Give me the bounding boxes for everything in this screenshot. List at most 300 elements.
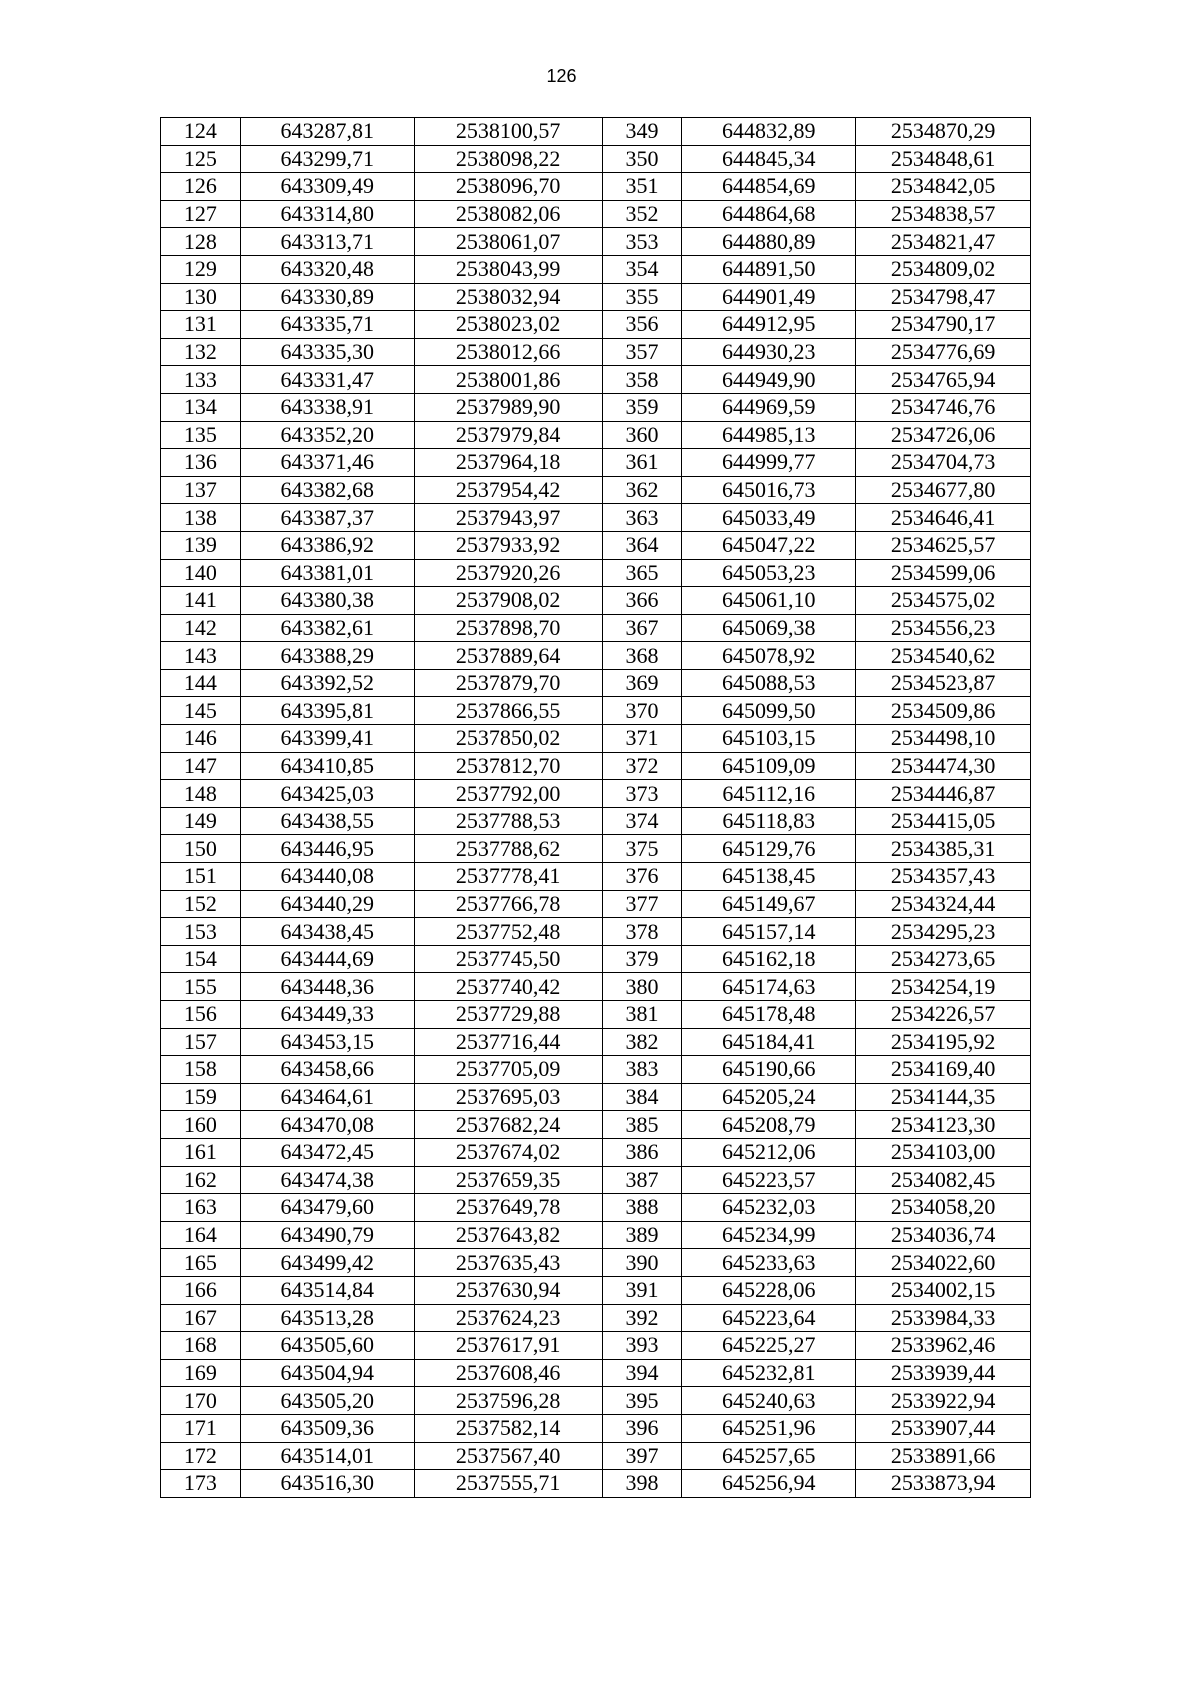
point-number-right-cell: 375 [602, 835, 682, 863]
point-number-left-cell: 172 [161, 1442, 241, 1470]
y-coordinate-left-cell: 2537582,14 [414, 1414, 602, 1442]
table-row [161, 1359, 1031, 1387]
y-coordinate-left-cell: 2537964,18 [414, 449, 602, 477]
table-row [161, 1332, 1031, 1360]
y-coordinate-left-cell: 2537555,71 [414, 1470, 602, 1498]
x-coordinate-right-cell: 644999,77 [682, 449, 856, 477]
y-coordinate-right-cell: 2534474,30 [856, 752, 1031, 780]
point-number-left-cell: 170 [161, 1387, 241, 1415]
y-coordinate-left-cell: 2537943,97 [414, 504, 602, 532]
y-coordinate-left-cell: 2537729,88 [414, 1001, 602, 1029]
point-number-left-cell: 132 [161, 338, 241, 366]
x-coordinate-left-cell: 643509,36 [240, 1414, 414, 1442]
x-coordinate-left-cell: 643449,33 [240, 1001, 414, 1029]
point-number-right-cell: 394 [602, 1359, 682, 1387]
x-coordinate-right-cell: 645149,67 [682, 890, 856, 918]
x-coordinate-left-cell: 643314,80 [240, 200, 414, 228]
y-coordinate-left-cell: 2537788,53 [414, 807, 602, 835]
y-coordinate-left-cell: 2538012,66 [414, 338, 602, 366]
x-coordinate-left-cell: 643474,38 [240, 1166, 414, 1194]
x-coordinate-right-cell: 645162,18 [682, 945, 856, 973]
y-coordinate-left-cell: 2537649,78 [414, 1194, 602, 1222]
x-coordinate-right-cell: 645223,64 [682, 1304, 856, 1332]
table-row [161, 973, 1031, 1001]
x-coordinate-left-cell: 643440,08 [240, 863, 414, 891]
y-coordinate-left-cell: 2538061,07 [414, 228, 602, 256]
y-coordinate-right-cell: 2534821,47 [856, 228, 1031, 256]
page-number: 126 [546, 66, 577, 86]
x-coordinate-left-cell: 643388,29 [240, 642, 414, 670]
table-row [161, 780, 1031, 808]
x-coordinate-right-cell: 645257,65 [682, 1442, 856, 1470]
y-coordinate-right-cell: 2534540,62 [856, 642, 1031, 670]
point-number-left-cell: 164 [161, 1221, 241, 1249]
x-coordinate-right-cell: 644864,68 [682, 200, 856, 228]
point-number-left-cell: 159 [161, 1083, 241, 1111]
x-coordinate-right-cell: 645078,92 [682, 642, 856, 670]
table-row [161, 504, 1031, 532]
table-row [161, 1276, 1031, 1304]
x-coordinate-left-cell: 643446,95 [240, 835, 414, 863]
y-coordinate-left-cell: 2537567,40 [414, 1442, 602, 1470]
x-coordinate-left-cell: 643287,81 [240, 118, 414, 146]
x-coordinate-right-cell: 645208,79 [682, 1111, 856, 1139]
y-coordinate-left-cell: 2537643,82 [414, 1221, 602, 1249]
table-row [161, 1221, 1031, 1249]
y-coordinate-left-cell: 2537989,90 [414, 393, 602, 421]
point-number-left-cell: 154 [161, 945, 241, 973]
point-number-right-cell: 372 [602, 752, 682, 780]
x-coordinate-right-cell: 645205,24 [682, 1083, 856, 1111]
y-coordinate-left-cell: 2537898,70 [414, 614, 602, 642]
point-number-right-cell: 363 [602, 504, 682, 532]
table-row [161, 1083, 1031, 1111]
point-number-left-cell: 149 [161, 807, 241, 835]
point-number-right-cell: 373 [602, 780, 682, 808]
point-number-left-cell: 165 [161, 1249, 241, 1277]
y-coordinate-left-cell: 2537788,62 [414, 835, 602, 863]
point-number-left-cell: 144 [161, 669, 241, 697]
x-coordinate-left-cell: 643330,89 [240, 283, 414, 311]
y-coordinate-left-cell: 2537889,64 [414, 642, 602, 670]
x-coordinate-left-cell: 643453,15 [240, 1028, 414, 1056]
point-number-right-cell: 355 [602, 283, 682, 311]
y-coordinate-right-cell: 2534103,00 [856, 1138, 1031, 1166]
y-coordinate-left-cell: 2537792,00 [414, 780, 602, 808]
table-row [161, 1138, 1031, 1166]
x-coordinate-left-cell: 643410,85 [240, 752, 414, 780]
y-coordinate-right-cell: 2533922,94 [856, 1387, 1031, 1415]
table-row [161, 1001, 1031, 1029]
point-number-left-cell: 171 [161, 1414, 241, 1442]
y-coordinate-right-cell: 2534870,29 [856, 118, 1031, 146]
y-coordinate-left-cell: 2537933,92 [414, 531, 602, 559]
x-coordinate-left-cell: 643299,71 [240, 145, 414, 173]
x-coordinate-left-cell: 643392,52 [240, 669, 414, 697]
y-coordinate-right-cell: 2533907,44 [856, 1414, 1031, 1442]
x-coordinate-right-cell: 645240,63 [682, 1387, 856, 1415]
point-number-right-cell: 368 [602, 642, 682, 670]
point-number-right-cell: 369 [602, 669, 682, 697]
y-coordinate-right-cell: 2534575,02 [856, 587, 1031, 615]
y-coordinate-right-cell: 2534226,57 [856, 1001, 1031, 1029]
x-coordinate-left-cell: 643514,01 [240, 1442, 414, 1470]
point-number-left-cell: 152 [161, 890, 241, 918]
y-coordinate-right-cell: 2534523,87 [856, 669, 1031, 697]
point-number-right-cell: 385 [602, 1111, 682, 1139]
x-coordinate-left-cell: 643444,69 [240, 945, 414, 973]
x-coordinate-left-cell: 643386,92 [240, 531, 414, 559]
point-number-right-cell: 378 [602, 918, 682, 946]
y-coordinate-right-cell: 2534790,17 [856, 311, 1031, 339]
table-row [161, 918, 1031, 946]
point-number-left-cell: 168 [161, 1332, 241, 1360]
y-coordinate-left-cell: 2537659,35 [414, 1166, 602, 1194]
point-number-right-cell: 353 [602, 228, 682, 256]
point-number-left-cell: 145 [161, 697, 241, 725]
point-number-right-cell: 357 [602, 338, 682, 366]
y-coordinate-left-cell: 2537740,42 [414, 973, 602, 1001]
table-row [161, 1166, 1031, 1194]
point-number-right-cell: 397 [602, 1442, 682, 1470]
x-coordinate-right-cell: 645016,73 [682, 476, 856, 504]
y-coordinate-left-cell: 2537716,44 [414, 1028, 602, 1056]
x-coordinate-left-cell: 643513,28 [240, 1304, 414, 1332]
point-number-right-cell: 362 [602, 476, 682, 504]
point-number-right-cell: 382 [602, 1028, 682, 1056]
table-row [161, 669, 1031, 697]
x-coordinate-right-cell: 645232,03 [682, 1194, 856, 1222]
x-coordinate-right-cell: 645099,50 [682, 697, 856, 725]
table-row [161, 1304, 1031, 1332]
point-number-left-cell: 142 [161, 614, 241, 642]
y-coordinate-right-cell: 2534838,57 [856, 200, 1031, 228]
x-coordinate-left-cell: 643371,46 [240, 449, 414, 477]
table-row [161, 587, 1031, 615]
y-coordinate-right-cell: 2534058,20 [856, 1194, 1031, 1222]
y-coordinate-left-cell: 2537766,78 [414, 890, 602, 918]
point-number-left-cell: 133 [161, 366, 241, 394]
y-coordinate-right-cell: 2534082,45 [856, 1166, 1031, 1194]
x-coordinate-right-cell: 645061,10 [682, 587, 856, 615]
point-number-left-cell: 139 [161, 531, 241, 559]
x-coordinate-left-cell: 643381,01 [240, 559, 414, 587]
point-number-left-cell: 131 [161, 311, 241, 339]
y-coordinate-left-cell: 2537879,70 [414, 669, 602, 697]
y-coordinate-right-cell: 2534765,94 [856, 366, 1031, 394]
y-coordinate-right-cell: 2534848,61 [856, 145, 1031, 173]
point-number-left-cell: 138 [161, 504, 241, 532]
y-coordinate-right-cell: 2534415,05 [856, 807, 1031, 835]
x-coordinate-left-cell: 643438,45 [240, 918, 414, 946]
x-coordinate-right-cell: 644891,50 [682, 255, 856, 283]
point-number-left-cell: 135 [161, 421, 241, 449]
point-number-right-cell: 383 [602, 1056, 682, 1084]
x-coordinate-right-cell: 645184,41 [682, 1028, 856, 1056]
point-number-left-cell: 158 [161, 1056, 241, 1084]
x-coordinate-right-cell: 645212,06 [682, 1138, 856, 1166]
x-coordinate-left-cell: 643387,37 [240, 504, 414, 532]
point-number-left-cell: 128 [161, 228, 241, 256]
x-coordinate-right-cell: 645228,06 [682, 1276, 856, 1304]
y-coordinate-left-cell: 2537624,23 [414, 1304, 602, 1332]
point-number-left-cell: 160 [161, 1111, 241, 1139]
x-coordinate-right-cell: 644845,34 [682, 145, 856, 173]
x-coordinate-right-cell: 645233,63 [682, 1249, 856, 1277]
table-row [161, 1194, 1031, 1222]
x-coordinate-left-cell: 643320,48 [240, 255, 414, 283]
x-coordinate-right-cell: 645047,22 [682, 531, 856, 559]
x-coordinate-left-cell: 643335,30 [240, 338, 414, 366]
x-coordinate-left-cell: 643399,41 [240, 725, 414, 753]
point-number-right-cell: 386 [602, 1138, 682, 1166]
point-number-left-cell: 167 [161, 1304, 241, 1332]
point-number-right-cell: 381 [602, 1001, 682, 1029]
x-coordinate-right-cell: 645103,15 [682, 725, 856, 753]
point-number-right-cell: 370 [602, 697, 682, 725]
y-coordinate-left-cell: 2538098,22 [414, 145, 602, 173]
x-coordinate-left-cell: 643472,45 [240, 1138, 414, 1166]
x-coordinate-left-cell: 643464,61 [240, 1083, 414, 1111]
table-row [161, 145, 1031, 173]
x-coordinate-left-cell: 643395,81 [240, 697, 414, 725]
x-coordinate-right-cell: 645088,53 [682, 669, 856, 697]
x-coordinate-right-cell: 645256,94 [682, 1470, 856, 1498]
x-coordinate-right-cell: 645174,63 [682, 973, 856, 1001]
table-row [161, 863, 1031, 891]
coordinates-table-body [161, 118, 1031, 1498]
y-coordinate-left-cell: 2537682,24 [414, 1111, 602, 1139]
x-coordinate-right-cell: 645138,45 [682, 863, 856, 891]
x-coordinate-left-cell: 643309,49 [240, 173, 414, 201]
coordinates-table [160, 117, 1031, 1498]
y-coordinate-right-cell: 2534798,47 [856, 283, 1031, 311]
point-number-left-cell: 153 [161, 918, 241, 946]
x-coordinate-left-cell: 643438,55 [240, 807, 414, 835]
point-number-left-cell: 148 [161, 780, 241, 808]
y-coordinate-right-cell: 2534509,86 [856, 697, 1031, 725]
point-number-right-cell: 391 [602, 1276, 682, 1304]
point-number-left-cell: 146 [161, 725, 241, 753]
table-row [161, 311, 1031, 339]
x-coordinate-right-cell: 645251,96 [682, 1414, 856, 1442]
y-coordinate-left-cell: 2537850,02 [414, 725, 602, 753]
y-coordinate-left-cell: 2538082,06 [414, 200, 602, 228]
point-number-left-cell: 143 [161, 642, 241, 670]
x-coordinate-right-cell: 645178,48 [682, 1001, 856, 1029]
y-coordinate-right-cell: 2534677,80 [856, 476, 1031, 504]
y-coordinate-right-cell: 2534385,31 [856, 835, 1031, 863]
point-number-right-cell: 367 [602, 614, 682, 642]
y-coordinate-right-cell: 2534498,10 [856, 725, 1031, 753]
x-coordinate-right-cell: 645234,99 [682, 1221, 856, 1249]
y-coordinate-left-cell: 2537630,94 [414, 1276, 602, 1304]
table-row [161, 173, 1031, 201]
point-number-right-cell: 350 [602, 145, 682, 173]
point-number-right-cell: 396 [602, 1414, 682, 1442]
table-row [161, 725, 1031, 753]
x-coordinate-left-cell: 643380,38 [240, 587, 414, 615]
y-coordinate-right-cell: 2534746,76 [856, 393, 1031, 421]
point-number-left-cell: 151 [161, 863, 241, 891]
x-coordinate-right-cell: 644985,13 [682, 421, 856, 449]
y-coordinate-right-cell: 2534169,40 [856, 1056, 1031, 1084]
x-coordinate-left-cell: 643382,68 [240, 476, 414, 504]
x-coordinate-left-cell: 643490,79 [240, 1221, 414, 1249]
point-number-left-cell: 150 [161, 835, 241, 863]
table-row [161, 1414, 1031, 1442]
x-coordinate-right-cell: 645112,16 [682, 780, 856, 808]
x-coordinate-right-cell: 644930,23 [682, 338, 856, 366]
point-number-left-cell: 147 [161, 752, 241, 780]
y-coordinate-left-cell: 2538001,86 [414, 366, 602, 394]
table-row [161, 393, 1031, 421]
point-number-right-cell: 387 [602, 1166, 682, 1194]
point-number-right-cell: 364 [602, 531, 682, 559]
x-coordinate-left-cell: 643338,91 [240, 393, 414, 421]
table-row [161, 476, 1031, 504]
x-coordinate-left-cell: 643505,60 [240, 1332, 414, 1360]
table-row [161, 531, 1031, 559]
y-coordinate-right-cell: 2533962,46 [856, 1332, 1031, 1360]
y-coordinate-right-cell: 2534324,44 [856, 890, 1031, 918]
point-number-left-cell: 156 [161, 1001, 241, 1029]
y-coordinate-left-cell: 2537908,02 [414, 587, 602, 615]
x-coordinate-left-cell: 643352,20 [240, 421, 414, 449]
y-coordinate-right-cell: 2534295,23 [856, 918, 1031, 946]
x-coordinate-left-cell: 643514,84 [240, 1276, 414, 1304]
table-row [161, 559, 1031, 587]
point-number-right-cell: 366 [602, 587, 682, 615]
table-row [161, 1470, 1031, 1498]
y-coordinate-left-cell: 2537596,28 [414, 1387, 602, 1415]
point-number-left-cell: 141 [161, 587, 241, 615]
table-row [161, 421, 1031, 449]
x-coordinate-right-cell: 645223,57 [682, 1166, 856, 1194]
point-number-right-cell: 374 [602, 807, 682, 835]
x-coordinate-right-cell: 645118,83 [682, 807, 856, 835]
point-number-left-cell: 130 [161, 283, 241, 311]
table-row [161, 1442, 1031, 1470]
y-coordinate-right-cell: 2534556,23 [856, 614, 1031, 642]
y-coordinate-right-cell: 2534144,35 [856, 1083, 1031, 1111]
y-coordinate-right-cell: 2534646,41 [856, 504, 1031, 532]
point-number-right-cell: 392 [602, 1304, 682, 1332]
y-coordinate-right-cell: 2533891,66 [856, 1442, 1031, 1470]
table-row [161, 1056, 1031, 1084]
table-row [161, 614, 1031, 642]
y-coordinate-right-cell: 2534776,69 [856, 338, 1031, 366]
table-row [161, 449, 1031, 477]
point-number-right-cell: 352 [602, 200, 682, 228]
point-number-right-cell: 388 [602, 1194, 682, 1222]
table-row [161, 283, 1031, 311]
point-number-right-cell: 384 [602, 1083, 682, 1111]
y-coordinate-right-cell: 2534446,87 [856, 780, 1031, 808]
point-number-left-cell: 134 [161, 393, 241, 421]
y-coordinate-left-cell: 2538096,70 [414, 173, 602, 201]
x-coordinate-left-cell: 643499,42 [240, 1249, 414, 1277]
point-number-left-cell: 140 [161, 559, 241, 587]
y-coordinate-right-cell: 2534123,30 [856, 1111, 1031, 1139]
table-row [161, 1249, 1031, 1277]
point-number-right-cell: 376 [602, 863, 682, 891]
point-number-left-cell: 169 [161, 1359, 241, 1387]
y-coordinate-left-cell: 2537745,50 [414, 945, 602, 973]
table-row [161, 890, 1031, 918]
table-row [161, 255, 1031, 283]
point-number-right-cell: 360 [602, 421, 682, 449]
x-coordinate-left-cell: 643479,60 [240, 1194, 414, 1222]
point-number-right-cell: 361 [602, 449, 682, 477]
y-coordinate-right-cell: 2534273,65 [856, 945, 1031, 973]
x-coordinate-right-cell: 644901,49 [682, 283, 856, 311]
y-coordinate-right-cell: 2534704,73 [856, 449, 1031, 477]
x-coordinate-right-cell: 645069,38 [682, 614, 856, 642]
y-coordinate-left-cell: 2537752,48 [414, 918, 602, 946]
y-coordinate-left-cell: 2537617,91 [414, 1332, 602, 1360]
y-coordinate-left-cell: 2537778,41 [414, 863, 602, 891]
point-number-right-cell: 349 [602, 118, 682, 146]
x-coordinate-right-cell: 645053,23 [682, 559, 856, 587]
table-row [161, 200, 1031, 228]
y-coordinate-right-cell: 2533873,94 [856, 1470, 1031, 1498]
point-number-left-cell: 129 [161, 255, 241, 283]
x-coordinate-right-cell: 644949,90 [682, 366, 856, 394]
point-number-right-cell: 377 [602, 890, 682, 918]
y-coordinate-right-cell: 2533984,33 [856, 1304, 1031, 1332]
point-number-right-cell: 390 [602, 1249, 682, 1277]
y-coordinate-left-cell: 2537608,46 [414, 1359, 602, 1387]
table-row [161, 752, 1031, 780]
table-row [161, 118, 1031, 146]
x-coordinate-right-cell: 644880,89 [682, 228, 856, 256]
y-coordinate-left-cell: 2537812,70 [414, 752, 602, 780]
point-number-left-cell: 155 [161, 973, 241, 1001]
y-coordinate-left-cell: 2538100,57 [414, 118, 602, 146]
point-number-left-cell: 124 [161, 118, 241, 146]
point-number-right-cell: 393 [602, 1332, 682, 1360]
table-row [161, 228, 1031, 256]
x-coordinate-right-cell: 645129,76 [682, 835, 856, 863]
y-coordinate-right-cell: 2534599,06 [856, 559, 1031, 587]
x-coordinate-left-cell: 643313,71 [240, 228, 414, 256]
point-number-right-cell: 354 [602, 255, 682, 283]
y-coordinate-left-cell: 2537920,26 [414, 559, 602, 587]
y-coordinate-right-cell: 2534036,74 [856, 1221, 1031, 1249]
point-number-right-cell: 379 [602, 945, 682, 973]
table-row [161, 338, 1031, 366]
x-coordinate-left-cell: 643425,03 [240, 780, 414, 808]
point-number-right-cell: 389 [602, 1221, 682, 1249]
y-coordinate-right-cell: 2534726,06 [856, 421, 1031, 449]
y-coordinate-right-cell: 2534002,15 [856, 1276, 1031, 1304]
x-coordinate-right-cell: 645225,27 [682, 1332, 856, 1360]
point-number-right-cell: 356 [602, 311, 682, 339]
y-coordinate-left-cell: 2537954,42 [414, 476, 602, 504]
table-row [161, 1028, 1031, 1056]
x-coordinate-left-cell: 643504,94 [240, 1359, 414, 1387]
y-coordinate-right-cell: 2534195,92 [856, 1028, 1031, 1056]
table-row [161, 366, 1031, 394]
point-number-left-cell: 166 [161, 1276, 241, 1304]
x-coordinate-right-cell: 644969,59 [682, 393, 856, 421]
point-number-left-cell: 136 [161, 449, 241, 477]
y-coordinate-left-cell: 2537866,55 [414, 697, 602, 725]
point-number-left-cell: 173 [161, 1470, 241, 1498]
y-coordinate-right-cell: 2534357,43 [856, 863, 1031, 891]
table-row [161, 945, 1031, 973]
